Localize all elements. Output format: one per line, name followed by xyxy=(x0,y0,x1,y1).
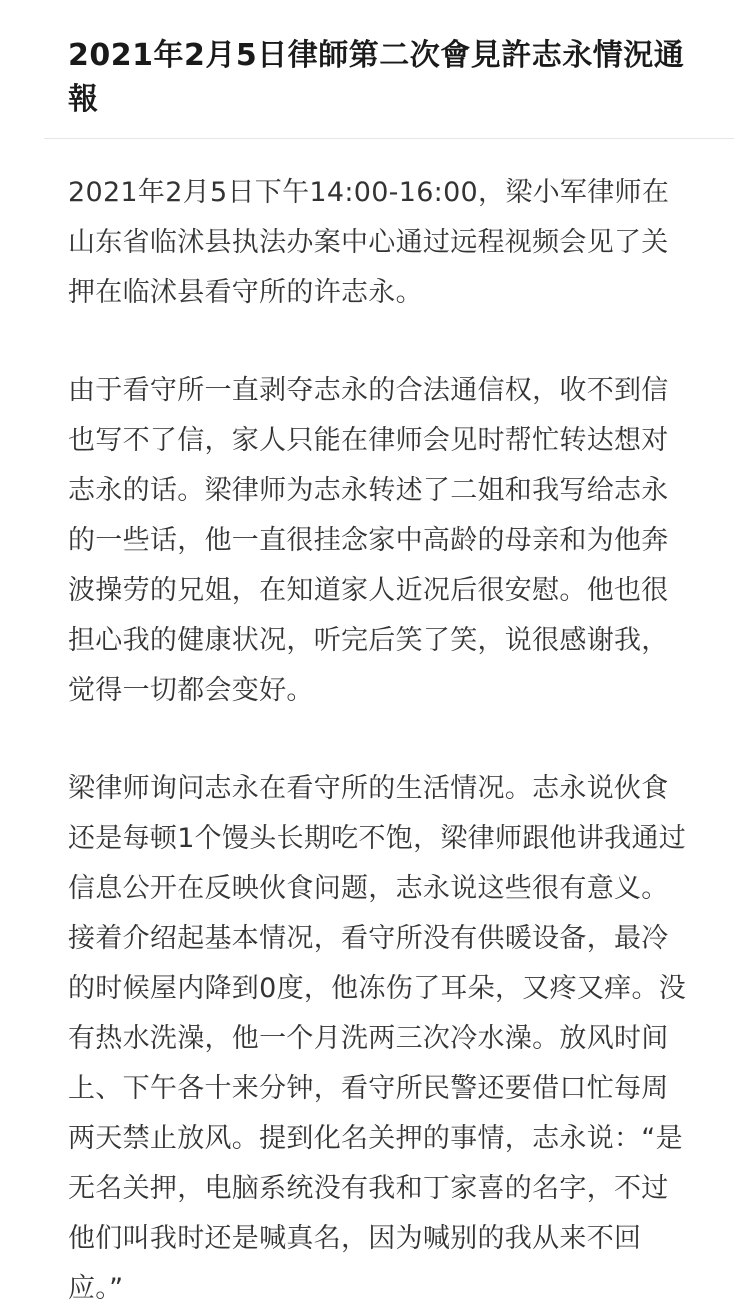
paragraph-meeting-info: 2021年2月5日下午14:00-16:00，梁小军律师在山东省临沭县执法办案中心通过远程视频会见了关押在临沭县看守所的许志永。 xyxy=(68,177,670,308)
paragraph-family-messages: 由于看守所一直剥夺志永的合法通信权，收不到信也写不了信，家人只能在律师会见时帮忙转达想对志永的话。梁律师为志永转述了二姐和我写给志永的一些话，他一直很挂念家中高龄的母亲和为他奔波操劳的兄姐，在知道家人近况后很安慰。他也很担心我的健康状况，听完后笑了笑，说很感谢我，觉得一切都会变好。 xyxy=(68,375,669,706)
header-divider xyxy=(44,138,734,139)
paragraph-living-conditions: 梁律师询问志永在看守所的生活情况。志永说伙食还是每顿1个馒头长期吃不饱，梁律师跟他讲我通过信息公开在反映伙食问题，志永说这些很有意义。接着介绍起基本情况，看守所没有供暖设备，最冷的时候屋内降到0度，他冻伤了耳朵，又疼又痒。没有热水洗澡，他一个月洗两三次冷水澡。放风时间上、下午各十来分钟，看守所民警还要借口忙每周两天禁止放风。提到化名关押的事情，志永说：“是无名关押，电脑系统没有我和丁家喜的名字，不过他们叫我时还是喊真名，因为喊别的我从来不回应。” xyxy=(68,773,687,1304)
article-header xyxy=(0,0,750,138)
article-title: 2021年2月5日律師第二次會見許志永情況通報 xyxy=(68,38,685,117)
article-body xyxy=(68,168,688,1314)
